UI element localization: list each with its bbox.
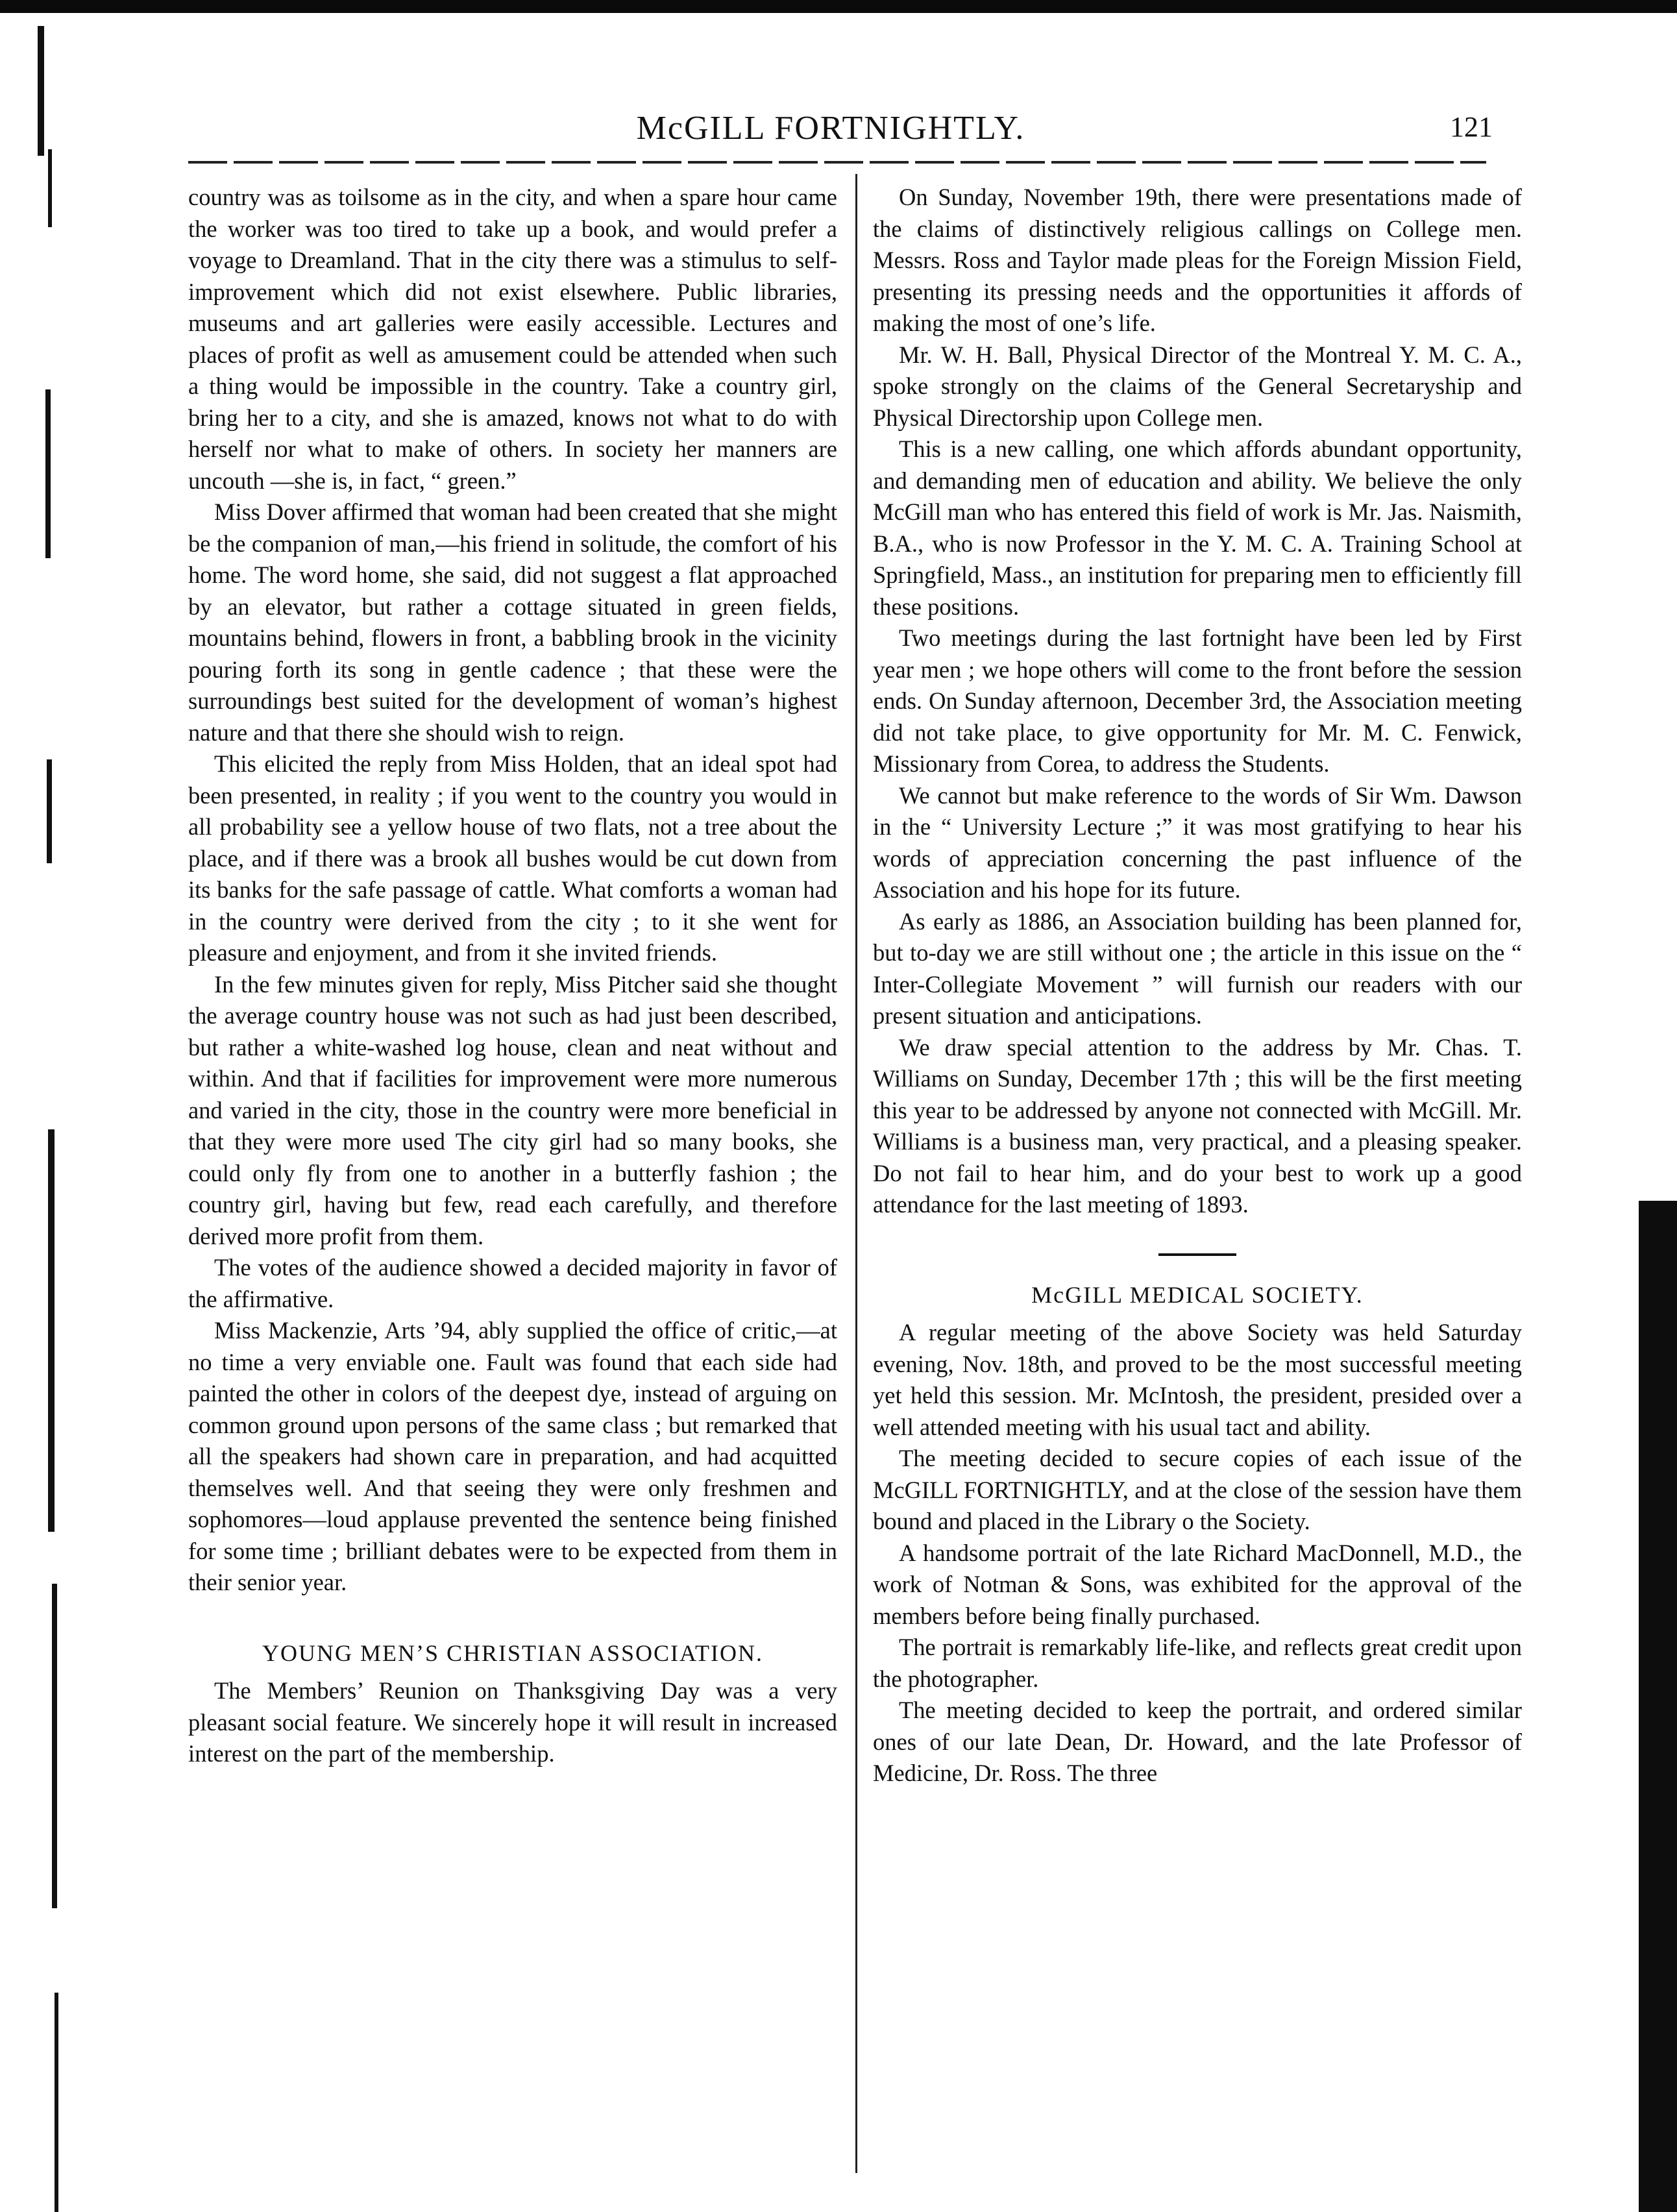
paragraph: The portrait is remarkably life-like, and reflects great credit upon the photographer. <box>873 1634 1522 1692</box>
paragraph: The votes of the audience showed a decided majority in favor of the affirmative. <box>188 1254 837 1312</box>
paragraph: We draw special attention to the address by Mr. Chas. T. Williams on Sunday, December 17th ; this will be the first meeting this year to be addressed by anyone not connected with McGill. Mr. Williams is a business man, very practical, and a pleasing speaker. Do not fail to hear him, and do your best to work up a good attendance for the last meeting of 1893. <box>873 1033 1522 1218</box>
paragraph: Miss Dover affirmed that woman had been created that she might be the companion of man,—his friend in solitude, the comfort of his home. The word home, she said, did not suggest a flat approached by an elevator, but rather a cottage situated in green fields, mountains behind, flowers in front, a babbling brook in the vicinity pouring forth its song in gentle cadence ; that these were the surroundings best suited for the development of woman’s highest nature and that there she should wish to reign. <box>188 498 837 746</box>
paragraph: The meeting decided to secure copies of each issue of the McGILL FORTNIGHTLY, and at the close of the session have them bound and placed in the Library o the Society. <box>873 1445 1522 1534</box>
paragraph: We cannot but make reference to the words of Sir Wm. Dawson in the “ University Lecture ;” it was most gratifying to hear his words of appreciation concerning the past influence of the Association and his hope for its future. <box>873 781 1522 903</box>
left-column <box>188 182 837 1770</box>
paragraph: The Members’ Reunion on Thanksgiving Day was a very pleasant social feature. We sincerely hope it will result in increased interest on the part of the membership. <box>188 1677 837 1767</box>
left-scan-edge <box>0 13 58 2212</box>
paragraph: Mr. W. H. Ball, Physical Director of the Montreal Y. M. C. A., spoke strongly on the claims of the General Secretaryship and Physical Directorship upon College men. <box>873 341 1522 431</box>
paragraph: As early as 1886, an Association building has been planned for, but to-day we are still without one ; the article in this issue on the “ Inter-Collegiate Movement ” will furnish our readers with our present situation and anticipations. <box>873 907 1522 1029</box>
running-title: McGILL FORTNIGHTLY. <box>636 110 1025 147</box>
paragraph: A regular meeting of the above Society was held Saturday evening, Nov. 18th, and proved to be the most successful meeting yet held this session. Mr. McIntosh, the president, presided over a well attended meeting with his usual tact and ability. <box>873 1319 1522 1440</box>
medical-society-heading: McGILL MEDICAL SOCIETY. <box>1031 1281 1364 1308</box>
paragraph: In the few minutes given for reply, Miss Pitcher said she thought the average country house was not such as had just been described, but rather a white-washed log house, clean and neat without and within. And that if facilities for improvement were more numerous and varied in the city, those in the country were more beneficial in that they were more used The city girl had so many books, she could only fly from one to another in a butterfly fashion ; the country girl, having but few, read each carefully, and therefore derived more profit from them. <box>188 970 837 1249</box>
page-number: 121 <box>1450 111 1493 143</box>
running-header <box>169 109 1493 161</box>
ymca-heading: YOUNG MEN’S CHRISTIAN ASSOCIATION. <box>262 1640 764 1666</box>
paragraph: This is a new calling, one which affords abundant opportunity, and demanding men of education and ability. We believe the only McGill man who has entered this field of work is Mr. Jas. Naismith, B.A., who is now Professor in the Y. M. C. A. Training School at Springfield, Mass., an institution for preparing men to efficiently fill these positions. <box>873 436 1522 620</box>
paragraph: On Sunday, November 19th, there were presentations made of the claims of distinctively religious callings on College men. Messrs. Ross and Taylor made pleas for the Foreign Mission Field, presenting its pressing needs and the opportunities it affords of making the most of one’s life. <box>873 184 1522 336</box>
header-rule <box>188 161 1486 164</box>
paragraph: Miss Mackenzie, Arts ’94, ably supplied the office of critic,—at no time a very enviable one. Fault was found that each side had painted the other in colors of the deepest dye, instead of arguing on common ground upon persons of the same class ; but remarked that all the speakers had shown care in preparation, and had acquitted themselves well. And that seeing they were only freshmen and sophomores—loud applause prevented the sentence being finished for some time ; brilliant debates were to be expected from them in their senior year. <box>188 1317 837 1595</box>
column-divider <box>855 174 857 2173</box>
top-border-rule <box>0 0 1677 13</box>
section-separator <box>1158 1253 1236 1256</box>
right-scan-edge <box>1639 1201 1677 2212</box>
paragraph: This elicited the reply from Miss Holden, that an ideal spot had been presented, in reality ; if you went to the country you would in all probability see a yellow house of two flats, not a tree about the place, and if there was a brook all bushes would be cut down from its banks for the safe passage of cattle. What comforts a woman had in the country were derived from the city ; to it she went for pleasure and enjoyment, and from it she invited friends. <box>188 750 837 966</box>
paragraph: country was as toilsome as in the city, and when a spare hour came the worker was too tired to take up a book, and would prefer a voyage to Dreamland. That in the city there was a stimulus to self-improvement which did not exist elsewhere. Public libraries, museums and art galleries were easily accessible. Lectures and places of profit as well as amusement could be attended when such a thing would be impossible in the country. Take a country girl, bring her to a city, and she is amazed, knows not what to do with herself nor what to make of others. In society her manners are uncouth —she is, in fact, “ green.” <box>188 184 837 494</box>
paragraph: Two meetings during the last fortnight have been led by First year men ; we hope others will come to the front before the session ends. On Sunday afternoon, December 3rd, the Association meeting did not take place, to give opportunity for Mr. M. C. Fenwick, Missionary from Corea, to address the Students. <box>873 624 1522 777</box>
right-column <box>873 182 1522 1789</box>
paragraph: The meeting decided to keep the portrait, and ordered similar ones of our late Dean, Dr. Howard, and the late Professor of Medicine, Dr. Ross. The three <box>873 1697 1522 1786</box>
paragraph: A handsome portrait of the late Richard MacDonnell, M.D., the work of Notman & Sons, was exhibited for the approval of the members before being finally purchased. <box>873 1539 1522 1629</box>
